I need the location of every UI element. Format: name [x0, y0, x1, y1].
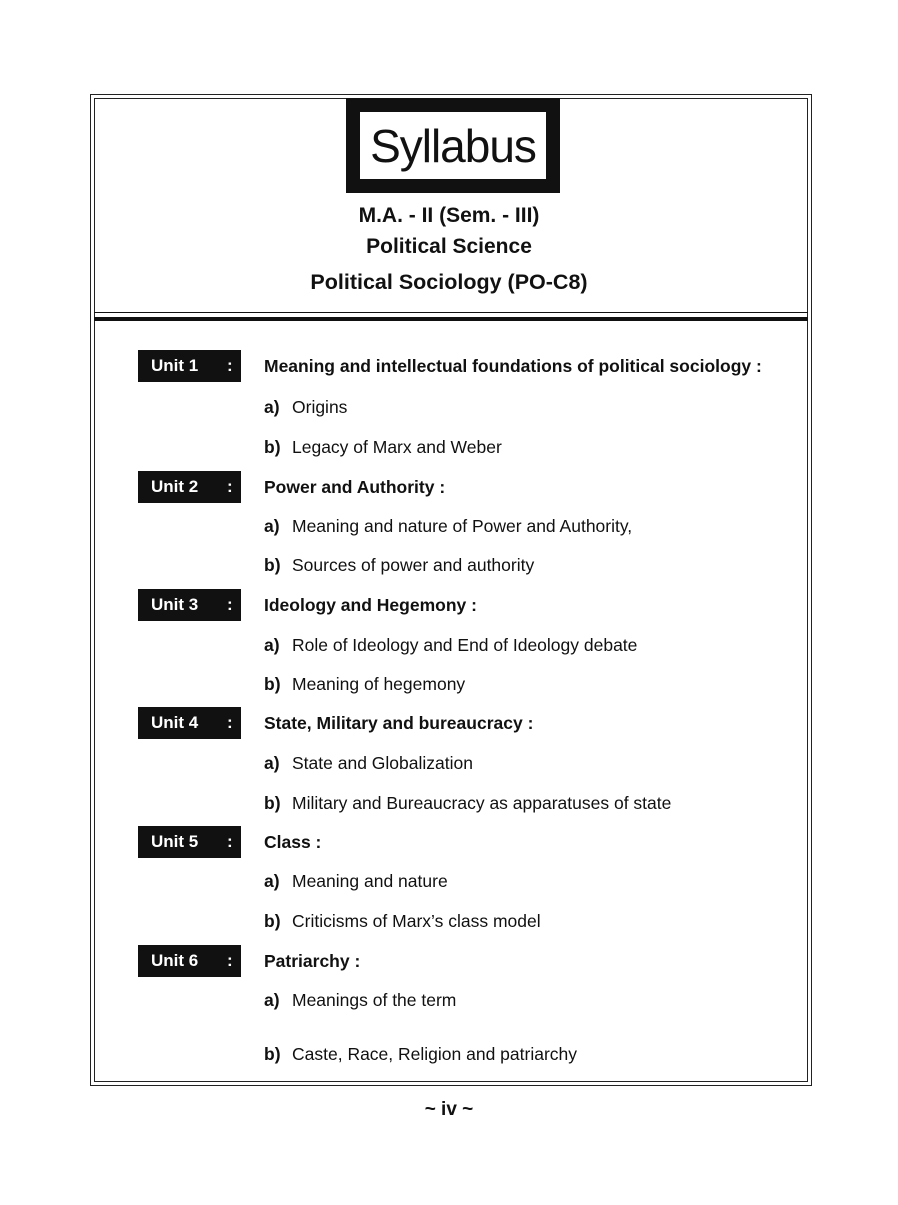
item-text: Meaning and nature of Power and Authority,	[292, 516, 633, 536]
list-item	[264, 1044, 577, 1065]
course-subject: Political Science	[366, 235, 532, 258]
course-level: M.A. - II (Sem. - III)	[358, 204, 540, 227]
unit-title: Class :	[264, 832, 322, 852]
list-item	[264, 911, 541, 932]
unit-colon: :	[227, 477, 233, 496]
item-text: Military and Bureaucracy as apparatuses of state	[292, 793, 672, 813]
unit-colon: :	[227, 832, 233, 851]
page-title: Syllabus	[360, 112, 546, 179]
header-divider-thin	[94, 312, 808, 313]
list-item	[264, 871, 448, 892]
header-divider-thick	[94, 317, 808, 321]
unit-title: Power and Authority :	[264, 477, 446, 497]
item-marker: a)	[264, 516, 280, 536]
syllabus-title-box	[346, 98, 560, 193]
list-item	[264, 635, 637, 656]
unit-badge	[138, 350, 241, 382]
list-item	[264, 555, 534, 576]
unit-label: Unit 6	[151, 951, 199, 970]
item-text: Role of Ideology and End of Ideology debate	[292, 635, 638, 655]
list-item	[264, 793, 671, 814]
item-marker: b)	[264, 437, 281, 457]
item-text: Meaning of hegemony	[292, 674, 466, 694]
list-item	[264, 990, 456, 1011]
unit-badge	[138, 826, 241, 858]
unit-label: Unit 5	[151, 832, 199, 851]
unit-title: Patriarchy :	[264, 951, 361, 971]
unit-badge	[138, 707, 241, 739]
unit-colon: :	[227, 713, 233, 732]
unit-colon: :	[227, 951, 233, 970]
unit-badge	[138, 471, 241, 503]
item-text: Meaning and nature	[292, 871, 448, 891]
unit-badge	[138, 589, 241, 621]
course-paper: Political Sociology (PO-C8)	[310, 270, 588, 294]
item-text: Caste, Race, Religion and patriarchy	[292, 1044, 578, 1064]
unit-title: Meaning and intellectual foundations of political sociology :	[264, 356, 762, 376]
item-text: Criticisms of Marx’s class model	[292, 911, 541, 931]
unit-title: Ideology and Hegemony :	[264, 595, 477, 615]
item-text: Meanings of the term	[292, 990, 457, 1010]
list-item	[264, 437, 502, 458]
item-text: Legacy of Marx and Weber	[292, 437, 502, 457]
item-marker: b)	[264, 1044, 281, 1064]
list-item	[264, 397, 347, 418]
page-number: ~ iv ~	[424, 1099, 474, 1120]
item-marker: b)	[264, 555, 281, 575]
item-marker: a)	[264, 397, 280, 417]
list-item	[264, 674, 465, 695]
item-text: State and Globalization	[292, 753, 473, 773]
list-item	[264, 516, 632, 537]
list-item	[264, 753, 473, 774]
unit-label: Unit 4	[151, 713, 199, 732]
unit-badge	[138, 945, 241, 977]
unit-label: Unit 2	[151, 477, 199, 496]
unit-label: Unit 3	[151, 595, 199, 614]
item-marker: a)	[264, 990, 280, 1010]
unit-colon: :	[227, 356, 233, 375]
item-marker: a)	[264, 635, 280, 655]
unit-label: Unit 1	[151, 356, 199, 375]
item-text: Origins	[292, 397, 348, 417]
item-text: Sources of power and authority	[292, 555, 535, 575]
item-marker: a)	[264, 753, 280, 773]
unit-colon: :	[227, 595, 233, 614]
item-marker: b)	[264, 911, 281, 931]
item-marker: a)	[264, 871, 280, 891]
item-marker: b)	[264, 793, 281, 813]
unit-title: State, Military and bureaucracy :	[264, 713, 534, 733]
item-marker: b)	[264, 674, 281, 694]
